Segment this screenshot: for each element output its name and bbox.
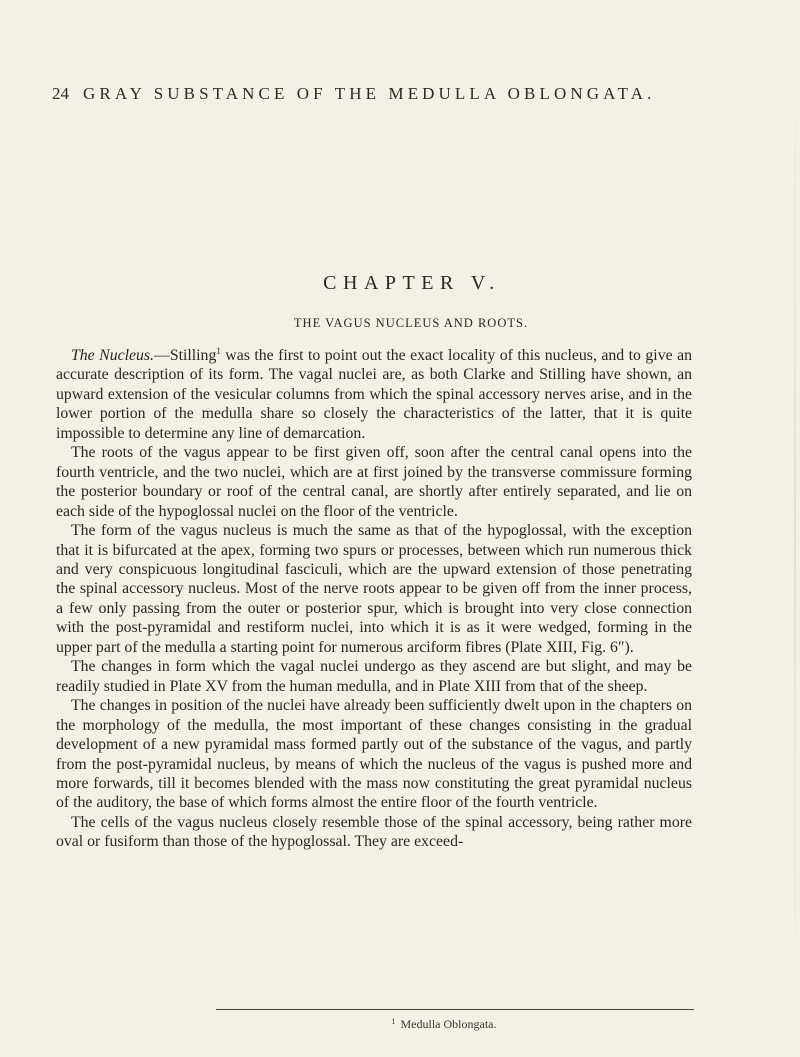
paragraph-3: The form of the vagus nucleus is much the same as that of the hypoglossal, with the exception that it is bifurcated at the apex, forming two spurs or processes, between which run numerous thick and very conspicuous longitudinal fasciculi, which are the upward extension of those penetrating the spinal accessory nucleus. Most of the nerve roots appear to be given off from the inner process, a few only passing from the outer or posterior spur, which is brought into very close connection with the post-pyramidal and restiform nuclei, into which it is as it were wedged, forming in the upper part of the medulla a starting point for numerous arciform fibres (Plate XIII, Fig. 6″). — [56, 522, 692, 656]
footnote — [0, 1017, 800, 1032]
page-edge-shadow — [794, 40, 796, 1020]
paragraph-text: was the first to point out the exact locality of this nucleus, and to give an accurate description of its form. The vagal nuclei are, as both Clarke and Stilling have shown, an upward extension of the vesicular columns from which the spinal accessory nerves arise, and in the lower portion of the medulla share so closely the characteristics of the latter, that it is quite impossible to determine any line of demarcation. — [56, 347, 692, 442]
footnote-number: 1 — [391, 1017, 396, 1026]
paragraph-1 — [56, 346, 692, 443]
footnote-text: Medulla Oblongata. — [400, 1017, 497, 1031]
running-head — [52, 84, 692, 104]
paragraph-lead: The Nucleus. — [71, 347, 155, 364]
body-text — [56, 346, 692, 852]
footnote-ref: 1 — [216, 346, 221, 356]
paragraph-lead-author: —Stilling — [154, 347, 217, 364]
page-number: 24 — [52, 84, 69, 103]
paragraph-6: The cells of the vagus nucleus closely resemble those of the spinal accessory, being rather more oval or fusiform than those of the hypoglossal. They are exceed- — [56, 813, 692, 851]
chapter-title: CHAPTER V. — [323, 272, 501, 294]
paragraph-2: The roots of the vagus appear to be first given off, soon after the central canal opens into the fourth ventricle, and the two nuclei, which are at first joined by the transverse commissure forming the posterior boundary or roof of the central canal, are shortly after entirely separated, and lie on each side of the hypoglossal nuclei on the floor of the ventricle. — [56, 444, 692, 520]
section-title: THE VAGUS NUCLEUS AND ROOTS. — [293, 316, 529, 330]
footnote-rule — [216, 1009, 694, 1010]
paragraph-4: The changes in form which the vagal nuclei undergo as they ascend are but slight, and may be readily studied in Plate XV from the human medulla, and in Plate XIII from that of the sheep. — [56, 658, 692, 695]
running-title: GRAY SUBSTANCE OF THE MEDULLA OBLONGATA. — [83, 84, 656, 103]
paragraph-5: The changes in position of the nuclei have already been sufficiently dwelt upon in the chapters on the morphology of the medulla, the most important of these changes consisting in the gradual development of a new pyramidal mass formed partly out of the substance of the vagus, and partly from the post-pyramidal nucleus, by means of which the nucleus of the vagus is pushed more and more forwards, till it becomes blended with the mass now constituting the great pyramidal nucleus of the auditory, the base of which forms almost the entire floor of the fourth ventricle. — [56, 697, 692, 812]
